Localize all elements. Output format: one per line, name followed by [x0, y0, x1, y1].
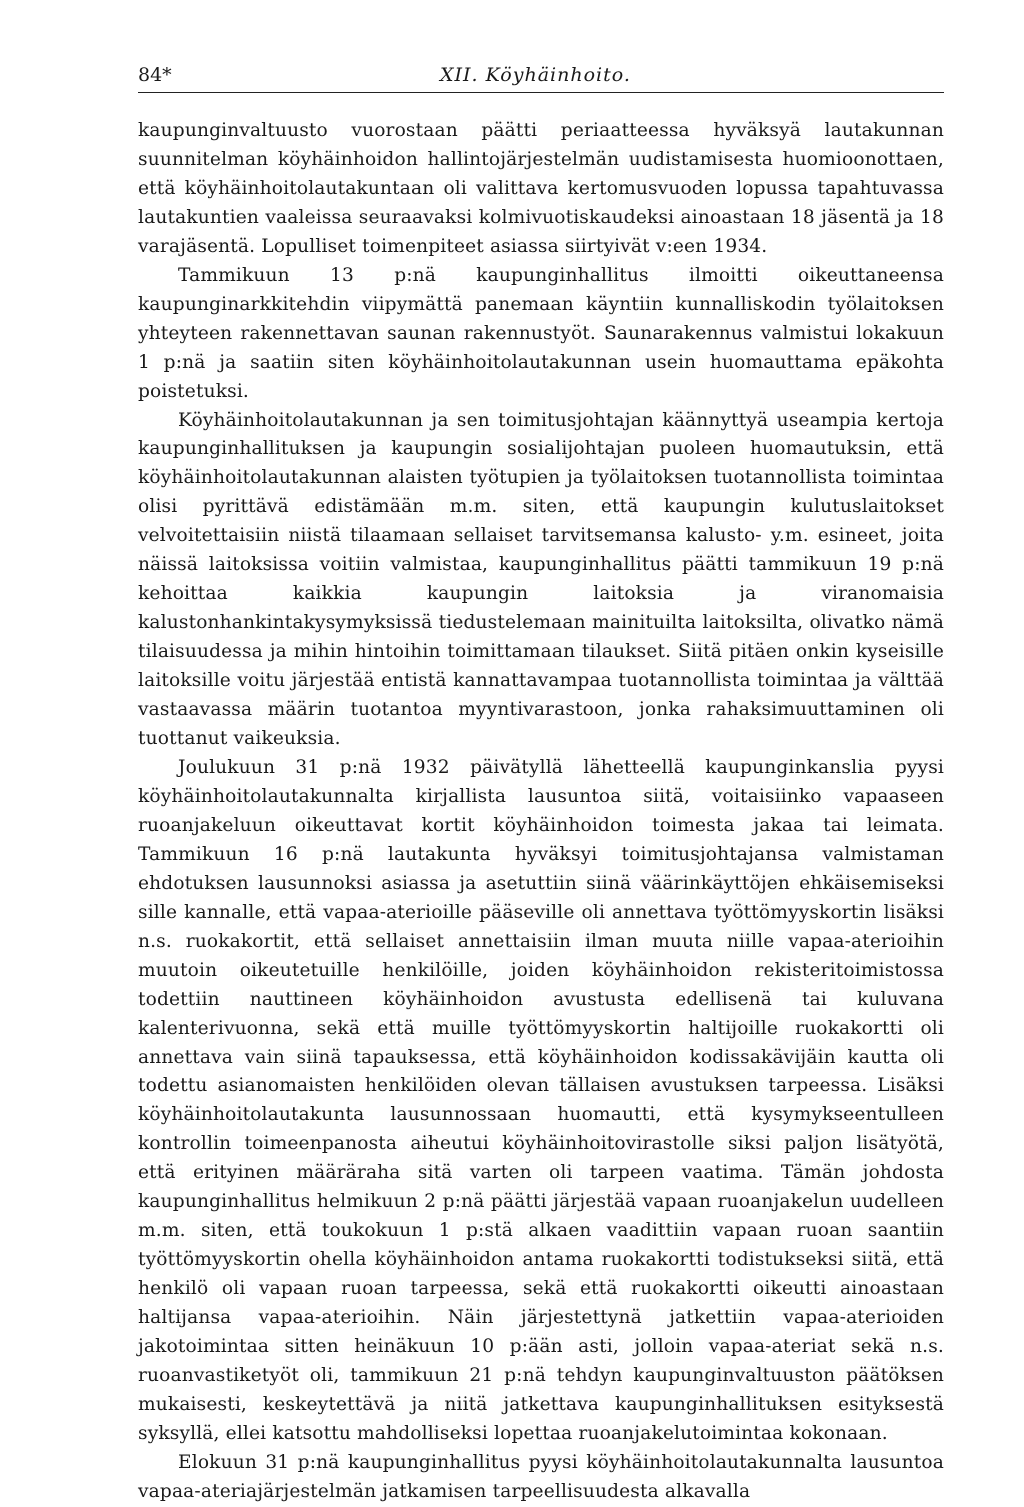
paragraph-continuation: kaupunginvaltuusto vuorostaan päätti periaatteessa hyväksyä lautakunnan suunnitelman köyhäinhoidon hallintojärjestelmän uudistamisesta huomioonottaen, että köyhäinhoitolautakuntaan oli valittava kertomusvuoden lopussa tapahtuvassa lautakuntien vaaleissa seuraavaksi kolmivuotiskaudeksi ainoastaan 18 jäsentä ja 18 varajäsentä. Lopulliset toimenpiteet asiassa siirtyivät v:een 1934. [138, 120, 944, 257]
paragraph-sauna: Tammikuun 13 p:nä kaupunginhallitus ilmoitti oikeuttaneensa kaupunginarkkitehdin viipymättä panemaan käyntiin kunnalliskodin työlaitoksen yhteyteen rakennettavan saunan rakennustyöt. Saunarakennus valmistui lokakuun 1 p:nä ja saatiin siten köyhäinhoitolautakunnan usein huomauttama epäkohta poistetuksi. [138, 264, 944, 402]
paragraph-august: Elokuun 31 p:nä kaupunginhallitus pyysi köyhäinhoitolautakunnalta lausuntoa vapaa-ateriajärjestelmän jatkamisen tarpeellisuudesta alkavalla [138, 1451, 944, 1502]
section-title: XII. Köyhäinhoito. [440, 64, 631, 86]
paragraph-workshops: Köyhäinhoitolautakunnan ja sen toimitusjohtajan käännyttyä useampia kertoja kaupunginhallituksen ja kaupungin sosialijohtajan puoleen huomautuksin, että köyhäinhoitolautakunnan alaisten työtupien ja työlaitoksen tuotannollista toimintaa olisi pyrittävä edistämään m.m. siten, että kaupungin kulutuslaitokset velvoitettaisiin niistä tilaamaan sellaiset tarvitsemansa kalusto- y.m. esineet, joita näissä laitoksissa voitiin valmistaa, kaupunginhallitus päätti tammikuun 19 p:nä kehoittaa kaikkia kaupungin laitoksia ja viranomaisia kalustonhankintakysymyksissä tiedustelemaan mainituilta laitoksilta, olivatko nämä tilaisuudessa ja mihin hintoihin toimittamaan tilaukset. Siitä pitäen onkin kyseisille laitoksille voitu järjestää entistä kannattavampaa tuotannollista toimintaa ja välttää vastaavassa määrin tuotantoa myyntivarastoon, jonka rahaksimuuttaminen oli tuottanut vaikeuksia. [138, 409, 944, 750]
running-header [138, 58, 944, 93]
page-number: 84* [138, 64, 172, 86]
document-page [138, 58, 944, 1507]
paragraph-food-distribution: Joulukuun 31 p:nä 1932 päivätyllä lähetteellä kaupunginkanslia pyysi köyhäinhoitolautakunnalta kirjallista lausuntoa siitä, voitaisiinko vapaaseen ruoanjakeluun oikeuttavat kortit köyhäinhoidon toimesta jakaa tai leimata. Tammikuun 16 p:nä lautakunta hyväksyi toimitusjohtajansa valmistaman ehdotuksen lausunnoksi asiassa ja asetuttiin siinä väärinkäyttöjen ehkäisemiseksi sille kannalle, että vapaa-aterioille pääseville oli annettava työttömyyskortin lisäksi n.s. ruokakortit, että sellaiset annettaisiin ilman muuta niille vapaa-aterioihin muutoin oikeutetuille henkilöille, joiden köyhäinhoidon rekisteritoimistossa todettiin nauttineen köyhäinhoidon avustusta edellisenä tai kuluvana kalenterivuonna, sekä että muille työttömyyskortin haltijoille ruokakortti oli annettava vain siinä tapauksessa, että köyhäinhoidon kodissakävijäin kautta oli todettu asianomaisten henkilöiden olevan tällaisen avustuksen tarpeessa. Lisäksi köyhäinhoitolautakunta lausunnossaan huomautti, että kysymykseentulleen kontrollin toimeenpanosta aiheutui köyhäinhoitovirastolle siksi paljon lisätyötä, että erityinen määräraha sitä varten oli tarpeen vaatima. Tämän johdosta kaupunginhallitus helmikuun 2 p:nä päätti järjestää vapaan ruoanjakelun uudelleen m.m. siten, että toukokuun 1 p:stä alkaen vaadittiin vapaan ruoan saantiin työttömyyskortin ohella köyhäinhoidon antama ruokakortti todistukseksi siitä, että henkilö oli vapaan ruoan tarpeessa, sekä että ruokakortti oikeutti ainoastaan haltijansa vapaa-aterioihin. Näin järjestettynä jatkettiin vapaa-aterioiden jakotoimintaa sitten heinäkuun 10 p:ään asti, jolloin vapaa-ateriat sekä n.s. ruoanvastiketyöt oli, tammikuun 21 p:nä tehdyn kaupunginvaltuuston päätöksen mukaisesti, keskeytettävä ja niitä jatkettava kaupunginhallituksen esityksestä syksyllä, ellei katsottu mahdolliseksi lopettaa ruoanjakelutoimintaa kokonaan. [138, 756, 944, 1444]
body-text [138, 117, 944, 1507]
